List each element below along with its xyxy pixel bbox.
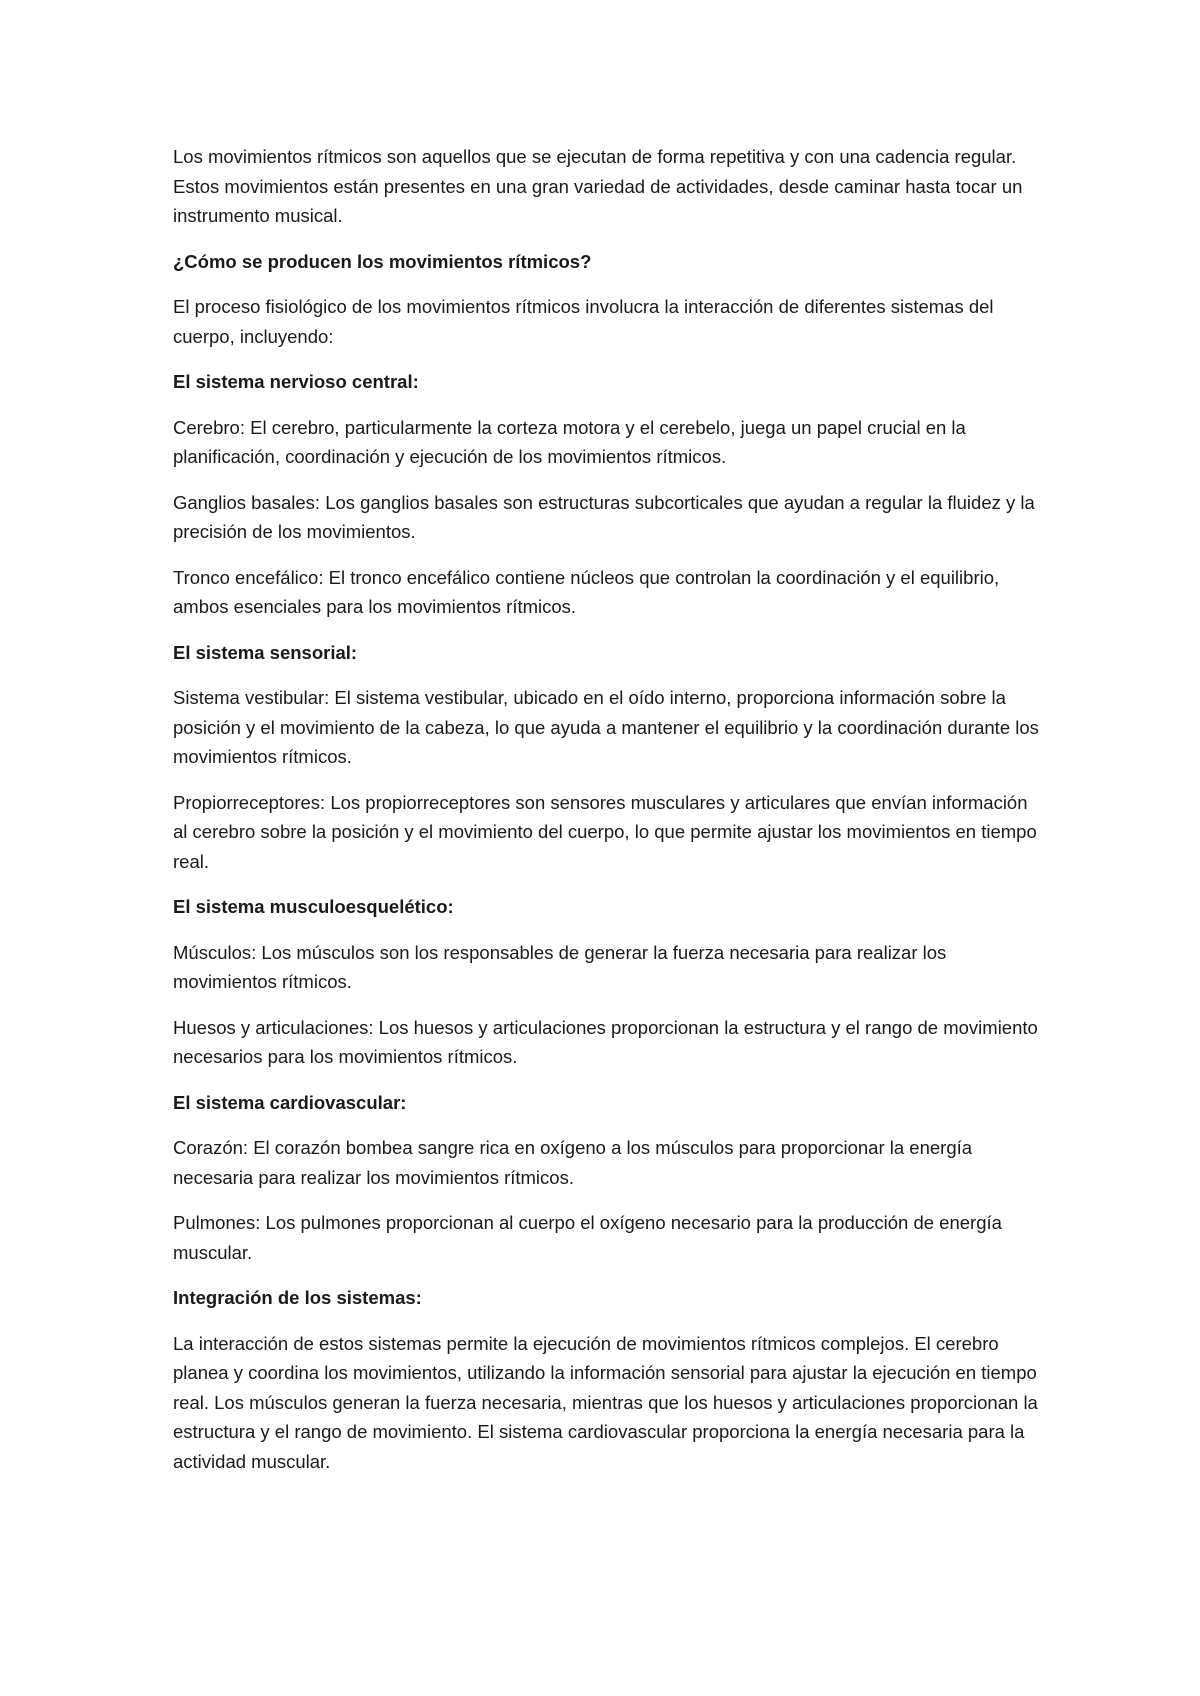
- paragraph: Cerebro: El cerebro, particularmente la corteza motora y el cerebelo, juega un papel crucial en la planificación, coordinación y ejecución de los movimientos rítmicos.: [173, 416, 966, 467]
- paragraph: Corazón: El corazón bombea sangre rica en oxígeno a los músculos para proporcionar la energía necesaria para realizar los movimientos rítmicos.: [173, 1137, 973, 1188]
- section-heading: El sistema musculoesquelético:: [173, 896, 454, 917]
- section-heading: ¿Cómo se producen los movimientos rítmicos?: [173, 250, 592, 272]
- paragraph: El proceso fisiológico de los movimientos rítmicos involucra la interacción de diferentes sistemas del cuerpo, incluyendo:: [173, 296, 994, 347]
- paragraph: Propiorreceptores: Los propiorreceptores son sensores musculares y articulares que envían información al cerebro sobre la posición y el movimiento del cuerpo, lo que permite ajustar los movimientos en tiempo real.: [173, 791, 1037, 872]
- paragraph: Pulmones: Los pulmones proporcionan al cuerpo el oxígeno necesario para la producción de energía muscular.: [173, 1212, 1002, 1263]
- paragraph: La interacción de estos sistemas permite la ejecución de movimientos rítmicos complejos. El cerebro planea y coordina los movimientos, utilizando la información sensorial para ajustar la ejecución en tiempo real. Los músculos generan la fuerza necesaria, mientras que los huesos y articulaciones proporcionan la estructura y el rango de movimiento. El sistema cardiovascular proporciona la energía necesaria para la actividad muscular.: [173, 1332, 1038, 1472]
- paragraph: Ganglios basales: Los ganglios basales son estructuras subcorticales que ayudan a regular la fluidez y la precisión de los movimientos.: [173, 491, 1035, 542]
- document-body: [173, 142, 1043, 1492]
- paragraph: Sistema vestibular: El sistema vestibular, ubicado en el oído interno, proporciona información sobre la posición y el movimiento de la cabeza, lo que ayuda a mantener el equilibrio y la coordinación durante los movimientos rítmicos.: [173, 687, 1039, 767]
- paragraph: Músculos: Los músculos son los responsables de generar la fuerza necesaria para realizar los movimientos rítmicos.: [173, 941, 947, 992]
- section-heading: El sistema sensorial:: [173, 641, 358, 663]
- section-heading: Integración de los sistemas:: [173, 1287, 422, 1308]
- section-heading: El sistema nervioso central:: [173, 371, 419, 392]
- section-heading: El sistema cardiovascular:: [173, 1091, 407, 1113]
- paragraph: Huesos y articulaciones: Los huesos y articulaciones proporcionan la estructura y el rango de movimiento necesarios para los movimientos rítmicos.: [173, 1016, 1038, 1067]
- paragraph: Tronco encefálico: El tronco encefálico contiene núcleos que controlan la coordinación y el equilibrio, ambos esenciales para los movimientos rítmicos.: [173, 566, 1000, 617]
- paragraph: Los movimientos rítmicos son aquellos que se ejecutan de forma repetitiva y con una cadencia regular. Estos movimientos están presentes en una gran variedad de actividades, desde caminar hasta tocar un instrumento musical.: [173, 146, 1023, 226]
